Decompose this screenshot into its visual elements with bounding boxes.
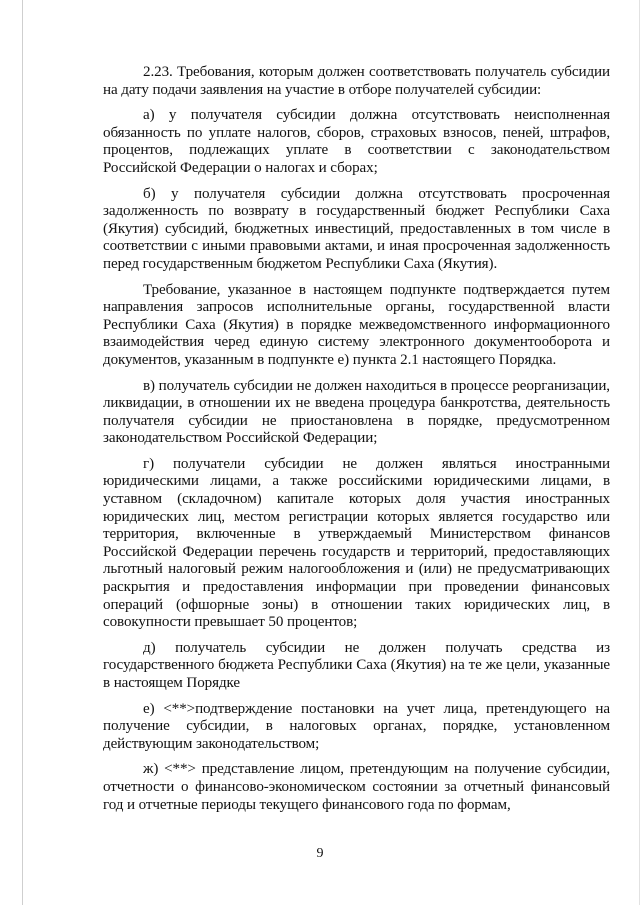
subclause-e: е) <**>подтверждение постановки на учет лица, претендующего на получение субсидии, в налоговых органах, порядке, установленном действующим законодательством; [103,700,610,752]
subclause-d: д) получатель субсидии не должен получать средства из государственного бюджета Республики Саха (Якутия) на те же цели, указанные в настоящем Порядке [103,639,610,691]
requirement-note: Требование, указанное в настоящем подпункте подтверждается путем направления запросов исполнительные органы, государственной власти Республики Саха (Якутия) в порядке межведомственного информационного взаимодействия черед единую систему электронного документооборота и документов, указанным в подпункте е) пункта 2.1 настоящего Порядка. [103,281,610,368]
subclause-zh: ж) <**> представление лицом, претендующим на получение субсидии, отчетности о финансово-экономическом состоянии за отчетный финансовый год и отчетные периоды текущего финансового года по формам, [103,761,610,813]
subclause-a: а) у получателя субсидии должна отсутствовать неисполненная обязанность по уплате налогов, сборов, страховых взносов, пеней, штрафов, процентов, подлежащих уплате в соответствии с законодательством Российской Федерации о налогах и сборах; [103,107,610,176]
subclause-b: б) у получателя субсидии должна отсутствовать просроченная задолженность по возврату в государственный бюджет Республики Саха (Якутия) субсидий, бюджетных инвестиций, предоставленных в том числе в соответствии с иными правовыми актами, и иная просроченная задолженность перед государственным бюджетом Республики Саха (Якутия). [103,185,610,272]
subclause-g: г) получатели субсидии не должен являться иностранными юридическими лицами, а также российскими юридическими лицами, в уставном (складочном) капитале которых доля участия иностранных юридических лиц, местом регистрации которых является государство или территория, включенные в утверждаемый Министерством финансов Российской Федерации перечень государств и территорий, предоставляющих льготный налоговый режим налогообложения и (или) не предусматривающих раскрытия и предоставления информации при проведении финансовых операций (офшорные зоны) в отношении таких юридических лиц, в совокупности превышает 50 процентов; [103,455,610,631]
clause-2-23-intro: 2.23. Требования, которым должен соответствовать получатель субсидии на дату подачи заявления на участие в отборе получателей субсидии: [103,64,610,98]
subclause-v: в) получатель субсидии не должен находиться в процессе реорганизации, ликвидации, в отношении их не введена процедура банкротства, деятельность получателя субсидии не приостановлена в порядке, предусмотренном законодательством Российской Федерации; [103,377,610,447]
page-left-edge [22,0,23,905]
document-body [103,64,610,822]
page-number: 9 [316,846,324,861]
